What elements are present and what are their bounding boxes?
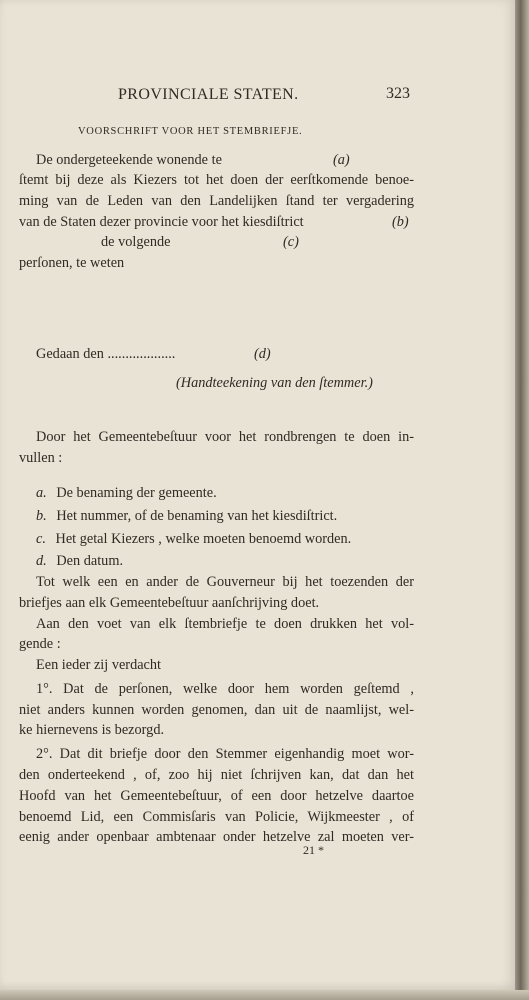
form-heading: VOORSCHRIFT VOOR HET STEMBRIEFJE. xyxy=(78,126,303,137)
form-line-5: de volgende xyxy=(101,234,171,250)
instructions-intro-1: Door het Gemeentebeſtuur voor het rondbrengen te doen in- xyxy=(36,429,414,445)
rule-2-line-5: eenig ander openbaar ambtenaar onder hetzelve zal moeten ver- xyxy=(19,829,414,845)
footnote-mark-b: (b) xyxy=(392,214,409,230)
signature-mark: 21 * xyxy=(303,843,324,857)
form-line-2: ſtemt bij deze als Kiezers tot het doen der eerſtkomende benoe- xyxy=(19,172,414,188)
list-text: Den datum. xyxy=(56,553,124,569)
list-letter: a. xyxy=(36,485,47,501)
list-letter: b. xyxy=(36,508,47,524)
list-text: De benaming der gemeente. xyxy=(56,485,217,501)
list-letter: c. xyxy=(36,531,46,547)
paragraph-2-line-2: gende : xyxy=(19,636,61,652)
rule-2-line-3: Hoofd van het Gemeentebeſtuur, of een door hetzelve daartoe xyxy=(19,788,414,804)
list-item xyxy=(36,507,337,525)
list-item xyxy=(36,552,123,570)
page-edge-bottom xyxy=(0,990,529,1000)
page-number: 323 xyxy=(386,85,410,102)
list-item xyxy=(36,530,351,548)
page-edge-right xyxy=(515,0,529,1000)
footnote-mark-c: (c) xyxy=(283,234,299,250)
rule-2-line-2: den onderteekend , of, zoo hij niet ſchrijven kan, dat dan het xyxy=(19,767,414,783)
list-letter: d. xyxy=(36,553,47,569)
instructions-intro-2: vullen : xyxy=(19,450,63,466)
rule-1-line-3: ke hiernevens is bezorgd. xyxy=(19,722,165,738)
form-line-1 xyxy=(36,151,222,169)
list-text: Het nummer, of de benaming van het kiesdiſtrict. xyxy=(56,508,338,524)
form-line-1-text: De ondergeteekende wonende te xyxy=(36,152,222,168)
rule-1-line-2: niet anders kunnen worden genomen, dan uit de naamlijst, wel- xyxy=(19,702,414,718)
signature-line: (Handteekening van den ſtemmer.) xyxy=(176,375,373,391)
paragraph-1-line-1: Tot welk een en ander de Gouverneur bij het toezenden der xyxy=(36,574,414,590)
footnote-mark-d: (d) xyxy=(254,346,271,362)
paragraph-2-line-1: Aan den voet van elk ſtembriefje te doen drukken het vol- xyxy=(36,616,414,632)
form-line-4: van de Staten dezer provincie voor het kiesdiſtrict xyxy=(19,214,304,230)
paragraph-1-line-2: briefjes aan elk Gemeentebeſtuur aanſchrijving doet. xyxy=(19,595,320,611)
rule-2-line-1: 2°. Dat dit briefje door den Stemmer eigenhandig moet wor- xyxy=(36,746,414,762)
list-text: Het getal Kiezers , welke moeten benoemd worden. xyxy=(55,531,352,547)
form-line-3: ming van de Leden van den Landelijken ſtand ter vergadering xyxy=(19,193,414,209)
rule-1-line-1: 1°. Dat de perſonen, welke door hem worden geſtemd , xyxy=(36,681,414,697)
rule-2-line-4: benoemd Lid, een Commisſaris van Policie, Wijkmeester , of xyxy=(19,809,414,825)
form-line-6: perſonen, te weten xyxy=(19,255,125,271)
running-title: PROVINCIALE STATEN. xyxy=(118,86,299,103)
done-line: Gedaan den ................... xyxy=(36,346,176,362)
footnote-mark-a: (a) xyxy=(333,152,350,168)
list-item xyxy=(36,484,217,502)
paragraph-3: Een ieder zij verdacht xyxy=(36,657,162,673)
